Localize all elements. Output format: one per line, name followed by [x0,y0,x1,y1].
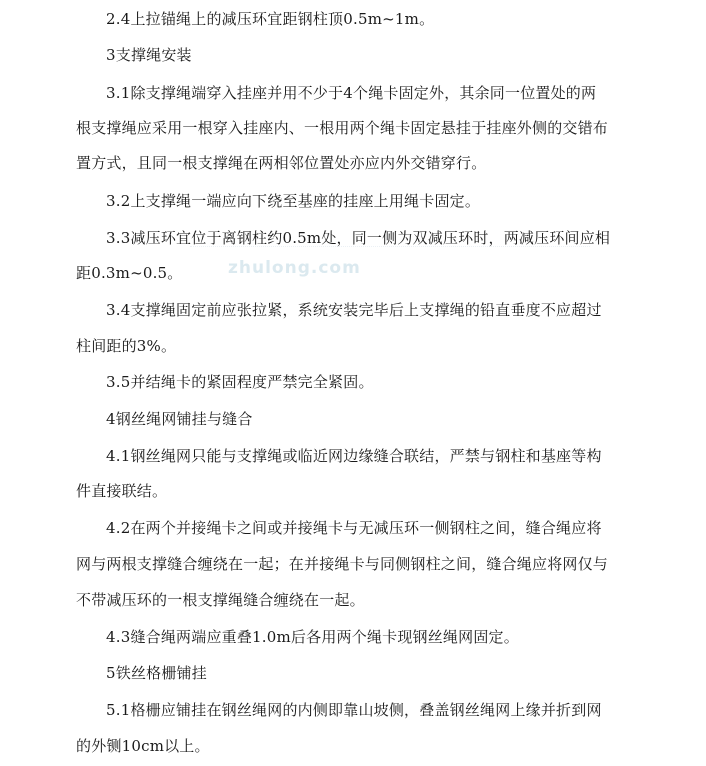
text-line: 的外铡10cm以上。 [76,737,210,755]
heading-text: 5铁丝格栅铺挂 [106,664,207,682]
heading-text: 4钢丝绳网铺挂与缝合 [106,410,253,428]
text-line: 4.3缝合绳两端应重叠1.0m后各用两个绳卡现钢丝绳网固定。 [106,628,519,646]
text-line: 柱间距的3%。 [76,337,177,355]
heading-text: 3支撑绳安装 [106,46,192,64]
text-line: 置方式，且同一根支撑绳在两相邻位置处亦应内外交错穿行。 [76,154,487,172]
text-line: 3.1除支撑绳端穿入挂座并用不少于4个绳卡固定外，其余同一位置处的两 [106,84,597,102]
text-line: 3.3减压环宜位于离钢柱约0.5m处，同一侧为双减压环时，两减压环间应相 [106,229,611,247]
text-line: 2.4上拉锚绳上的减压环宜距钢柱顶0.5m~1m。 [106,10,435,28]
text-line: 5.1格栅应铺挂在钢丝绳网的内侧即靠山坡侧，叠盖钢丝绳网上缘并折到网 [106,701,602,719]
text-line: 3.5并结绳卡的紧固程度严禁完全紧固。 [106,373,374,391]
text-line: 3.4支撑绳固定前应张拉紧，系统安装完毕后上支撑绳的铅直垂度不应超过 [106,301,602,319]
text-line: 根支撑绳应采用一根穿入挂座内、一根用两个绳卡固定悬挂于挂座外侧的交错布 [76,119,609,137]
text-line: 4.1钢丝绳网只能与支撑绳或临近网边缘缝合联结，严禁与钢柱和基座等构 [106,447,602,465]
text-line: 3.2上支撑绳一端应向下绕至基座的挂座上用绳卡固定。 [106,192,481,210]
text-line: 件直接联结。 [76,482,168,500]
text-line: 不带减压环的一根支撑绳缝合缠绕在一起。 [76,591,365,609]
watermark: zhulong.com [228,258,361,278]
text-line: 距0.3m~0.5。 [76,264,183,282]
text-line: 网与两根支撑缝合缠绕在一起；在并接绳卡与同侧钢柱之间，缝合绳应将网仅与 [76,555,609,573]
text-line: 4.2在两个并接绳卡之间或并接绳卡与无减压环一侧钢柱之间，缝合绳应将 [106,519,602,537]
